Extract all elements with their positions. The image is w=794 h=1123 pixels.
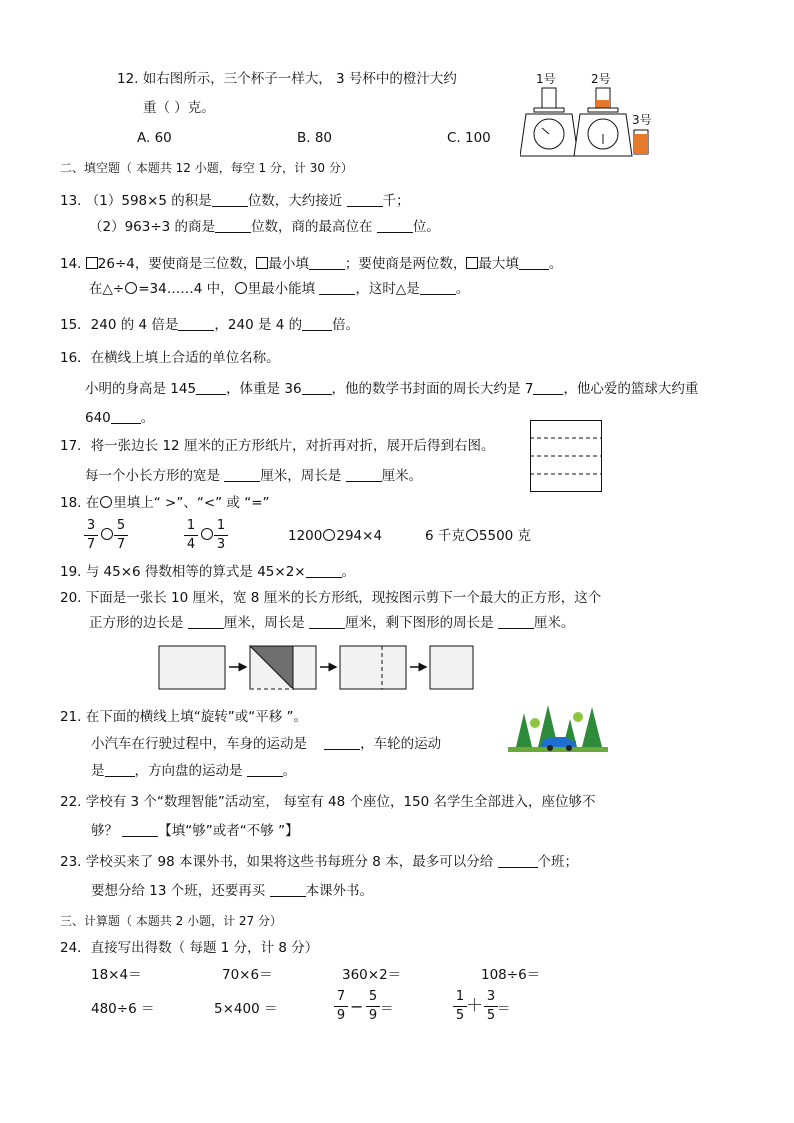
q21-line2: 小汽车在行驶过程中，车身的运动是 ，车轮的运动: [91, 736, 442, 752]
q13-line1: 13. （1）598×5 的积是 位数，大约接近 千；: [60, 193, 410, 209]
scales-figure: [520, 86, 660, 158]
q14-line2: 在△÷ =34……4 中， 里最小能填 ，这时△是 。: [89, 281, 470, 297]
q23-line1: 23. 学校买来了 98 本课外书，如果将这些书每班分 8 本，最多可以分给 个班；: [60, 854, 578, 870]
q24-equals-2: ＝: [497, 1001, 511, 1017]
q16-line2: 小明的身高是 145 ，体重是 36 ，他的数学书封面的周长大约是 7 ，他心爱的篮球大约重: [85, 381, 699, 397]
juice-cup-3: [634, 134, 648, 154]
q18-compare-3: 1200 294×4: [288, 528, 383, 544]
q13-line2: （2）963÷3 的商是 位数，商的最高位在 位。: [89, 219, 440, 235]
q24-item-2: 70×6＝: [222, 967, 273, 983]
q24-equals-1: ＝: [380, 1001, 394, 1017]
q24-item-4: 108÷6＝: [481, 967, 541, 983]
q17-line1: 17．将一张边长 12 厘米的正方形纸片，对折再对折，展开后得到右图。: [60, 438, 495, 454]
q12-line1: 12. 如右图所示，三个杯子一样大， 3 号杯中的橙汁大约: [117, 71, 457, 87]
q18-fraction-1: 3 7: [84, 518, 98, 553]
q22-line1: 22. 学校有 3 个“数理智能”活动室， 每室有 48 个座位，150 名学生全部进入，座位够不: [60, 794, 596, 810]
q24-fraction-4: 3 5: [484, 989, 498, 1024]
q24-fraction-2: 5 9: [366, 989, 380, 1024]
car-trees-illustration: [508, 703, 608, 753]
q24-operator-1: −: [350, 997, 364, 1016]
box-symbol: [466, 257, 478, 269]
q20-line2: 正方形的边长是 厘米，周长是 厘米，剩下图形的周长是 厘米。: [89, 615, 575, 631]
q19-line: 19. 与 45×6 得数相等的算式是 45×2× 。: [60, 564, 356, 580]
q21-line1: 21. 在下面的横线上填“旋转”或“平移 ”。: [60, 709, 308, 725]
q16-title: 16．在横线上填上合适的单位名称。: [60, 350, 280, 366]
section3-title: 三、计算题（ 本题共 2 小题，计 27 分）: [60, 914, 282, 928]
section2-title: 二、填空题（ 本题共 12 小题，每空 1 分，计 30 分）: [60, 161, 353, 175]
q24-item-1: 18×4＝: [91, 967, 142, 983]
q22-line2: 够？ 【填“够”或者“不够 ”】: [91, 823, 299, 839]
q18-title: 18. 在 里填上“ >”、“<” 或 “=”: [60, 495, 270, 511]
q18-fraction-2: 5 7: [114, 518, 128, 553]
q18-fraction-3: 1 4: [184, 518, 198, 553]
q17-line2: 每一个小长方形的宽是 厘米，周长是 厘米。: [85, 468, 423, 484]
q18-compare-4: 6 千克 5500 克: [425, 528, 532, 544]
compare-circle: [466, 529, 478, 541]
box-symbol: [256, 257, 268, 269]
q24-item-6: 5×400 ＝: [214, 1001, 278, 1017]
q24-operator-2: ＋: [466, 996, 483, 1016]
juice-cup-2: [596, 100, 610, 108]
q20-line1: 20. 下面是一张长 10 厘米，宽 8 厘米的长方形纸，现按图示剪下一个最大的正方形，这个: [60, 590, 602, 606]
q12-option-c: C. 100: [447, 130, 491, 146]
scale-2: [574, 88, 632, 156]
q16-line3: 640 。: [85, 410, 155, 426]
q23-line2: 要想分给 13 个班，还要再买 本课外书。: [91, 883, 374, 899]
q21-line3: 是 ，方向盘的运动是 。: [91, 763, 297, 779]
q12-option-a: A. 60: [137, 130, 172, 146]
q12-option-b: B. 80: [297, 130, 333, 146]
cup-label-3: 3号: [632, 113, 652, 127]
q18-fraction-4: 1 3: [214, 518, 228, 553]
q14-line1: 14. 26÷4，要使商是三位数， 最小填 ；要使商是两位数， 最大填 。: [60, 256, 563, 272]
box-symbol: [86, 257, 98, 269]
q24-title: 24．直接写出得数（ 每题 1 分，计 8 分）: [60, 940, 319, 956]
q24-item-3: 360×2＝: [342, 967, 402, 983]
folded-square-figure: [530, 420, 602, 492]
cup-label-2: 2号: [591, 72, 611, 86]
compare-circle: [323, 529, 335, 541]
q24-item-5: 480÷6 ＝: [91, 1001, 155, 1017]
compare-circle: [201, 528, 213, 540]
q24-fraction-1: 7 9: [334, 989, 348, 1024]
compare-circle: [101, 528, 113, 540]
cup-label-1: 1号: [536, 72, 556, 86]
q12-line2: 重（ ）克。: [143, 100, 215, 116]
paper-cut-figure: [158, 644, 476, 692]
circle-symbol: [125, 282, 137, 294]
q15-line: 15．240 的 4 倍是 ，240 是 4 的 倍。: [60, 317, 360, 333]
scale-1: [520, 88, 578, 156]
q24-fraction-3: 1 5: [453, 989, 467, 1024]
circle-symbol: [100, 496, 112, 508]
circle-symbol: [235, 282, 247, 294]
